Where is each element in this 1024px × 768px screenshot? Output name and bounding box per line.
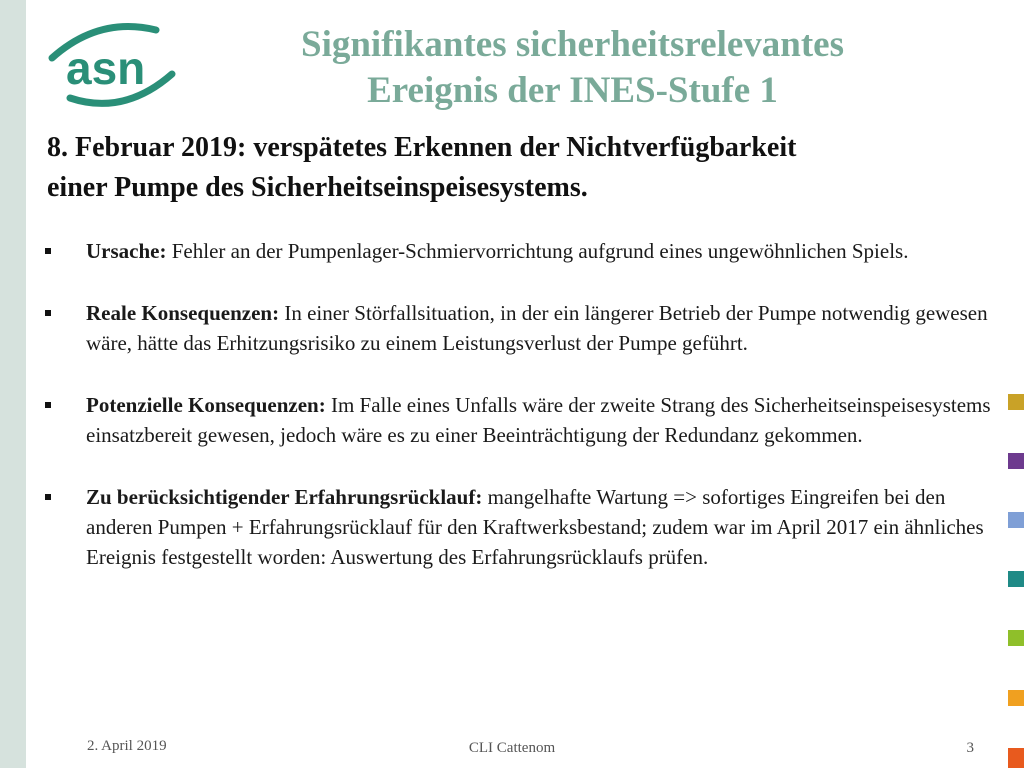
asn-logo bbox=[44, 18, 184, 110]
slide-title bbox=[200, 22, 945, 114]
side-color-square bbox=[1008, 453, 1024, 469]
slide-subtitle bbox=[47, 128, 987, 208]
bullet-text: mangelhafte Wartung => sofortiges Eingreifen bei den anderen Pumpen + Erfahrungsrücklauf für den Kraftwerksbestand; zudem war im April 2017 ein ähnliches Ereignis festgestellt worden: Auswertung des Erfahrungsrücklaufs prüfen. bbox=[86, 485, 984, 569]
bullet-text: In einer Störfallsituation, in der ein längerer Betrieb der Pumpe notwendig gewesen wäre, hätte das Erhitzungsrisiko zu einem Leistungsverlust der Pumpe geführt. bbox=[86, 301, 988, 355]
bullet-list bbox=[44, 236, 994, 604]
bullet-label: Ursache: bbox=[86, 239, 167, 263]
side-color-square bbox=[1008, 571, 1024, 587]
page-number: 3 bbox=[966, 740, 974, 756]
title-line-1: Signifikantes sicherheitsrelevantes bbox=[301, 24, 844, 65]
bullet-potenzielle-konsequenzen bbox=[44, 390, 994, 450]
footer-date: 2. April 2019 bbox=[87, 738, 167, 754]
bullet-square-icon bbox=[45, 494, 51, 500]
title-line-2: Ereignis der INES-Stufe 1 bbox=[367, 70, 778, 111]
bullet-label: Reale Konsequenzen: bbox=[86, 301, 280, 325]
bullet-text: Im Falle eines Unfalls wäre der zweite Strang des Sicherheitseinspeisesystems einsatzbereit gewesen, jedoch wäre es zu einer Beeinträchtigung der Redundanz gekommen. bbox=[86, 393, 991, 447]
side-color-square bbox=[1008, 512, 1024, 528]
side-color-square bbox=[1008, 690, 1024, 706]
subtitle-line-1: 8. Februar 2019: verspätetes Erkennen der Nichtverfügbarkeit bbox=[47, 132, 797, 163]
bullet-ursache bbox=[44, 236, 994, 266]
side-color-square bbox=[1008, 394, 1024, 410]
side-color-square bbox=[1008, 630, 1024, 646]
bullet-label: Zu berücksichtigender Erfahrungsrücklauf: bbox=[86, 485, 483, 509]
footer-center-text: CLI Cattenom bbox=[468, 740, 556, 756]
bullet-square-icon bbox=[45, 248, 51, 254]
bullet-square-icon bbox=[45, 310, 51, 316]
subtitle-line-2: einer Pumpe des Sicherheitseinspeisesystems. bbox=[47, 172, 588, 203]
bullet-square-icon bbox=[45, 402, 51, 408]
left-accent-bar bbox=[0, 0, 26, 768]
bullet-label: Potenzielle Konsequenzen: bbox=[86, 393, 326, 417]
bullet-text: Fehler an der Pumpenlager-Schmiervorrichtung aufgrund eines ungewöhnlichen Spiels. bbox=[166, 239, 909, 263]
bullet-reale-konsequenzen bbox=[44, 298, 994, 358]
logo-text: asn bbox=[66, 42, 146, 94]
bullet-erfahrungsruecklauf bbox=[44, 482, 994, 572]
side-color-square bbox=[1008, 748, 1024, 768]
